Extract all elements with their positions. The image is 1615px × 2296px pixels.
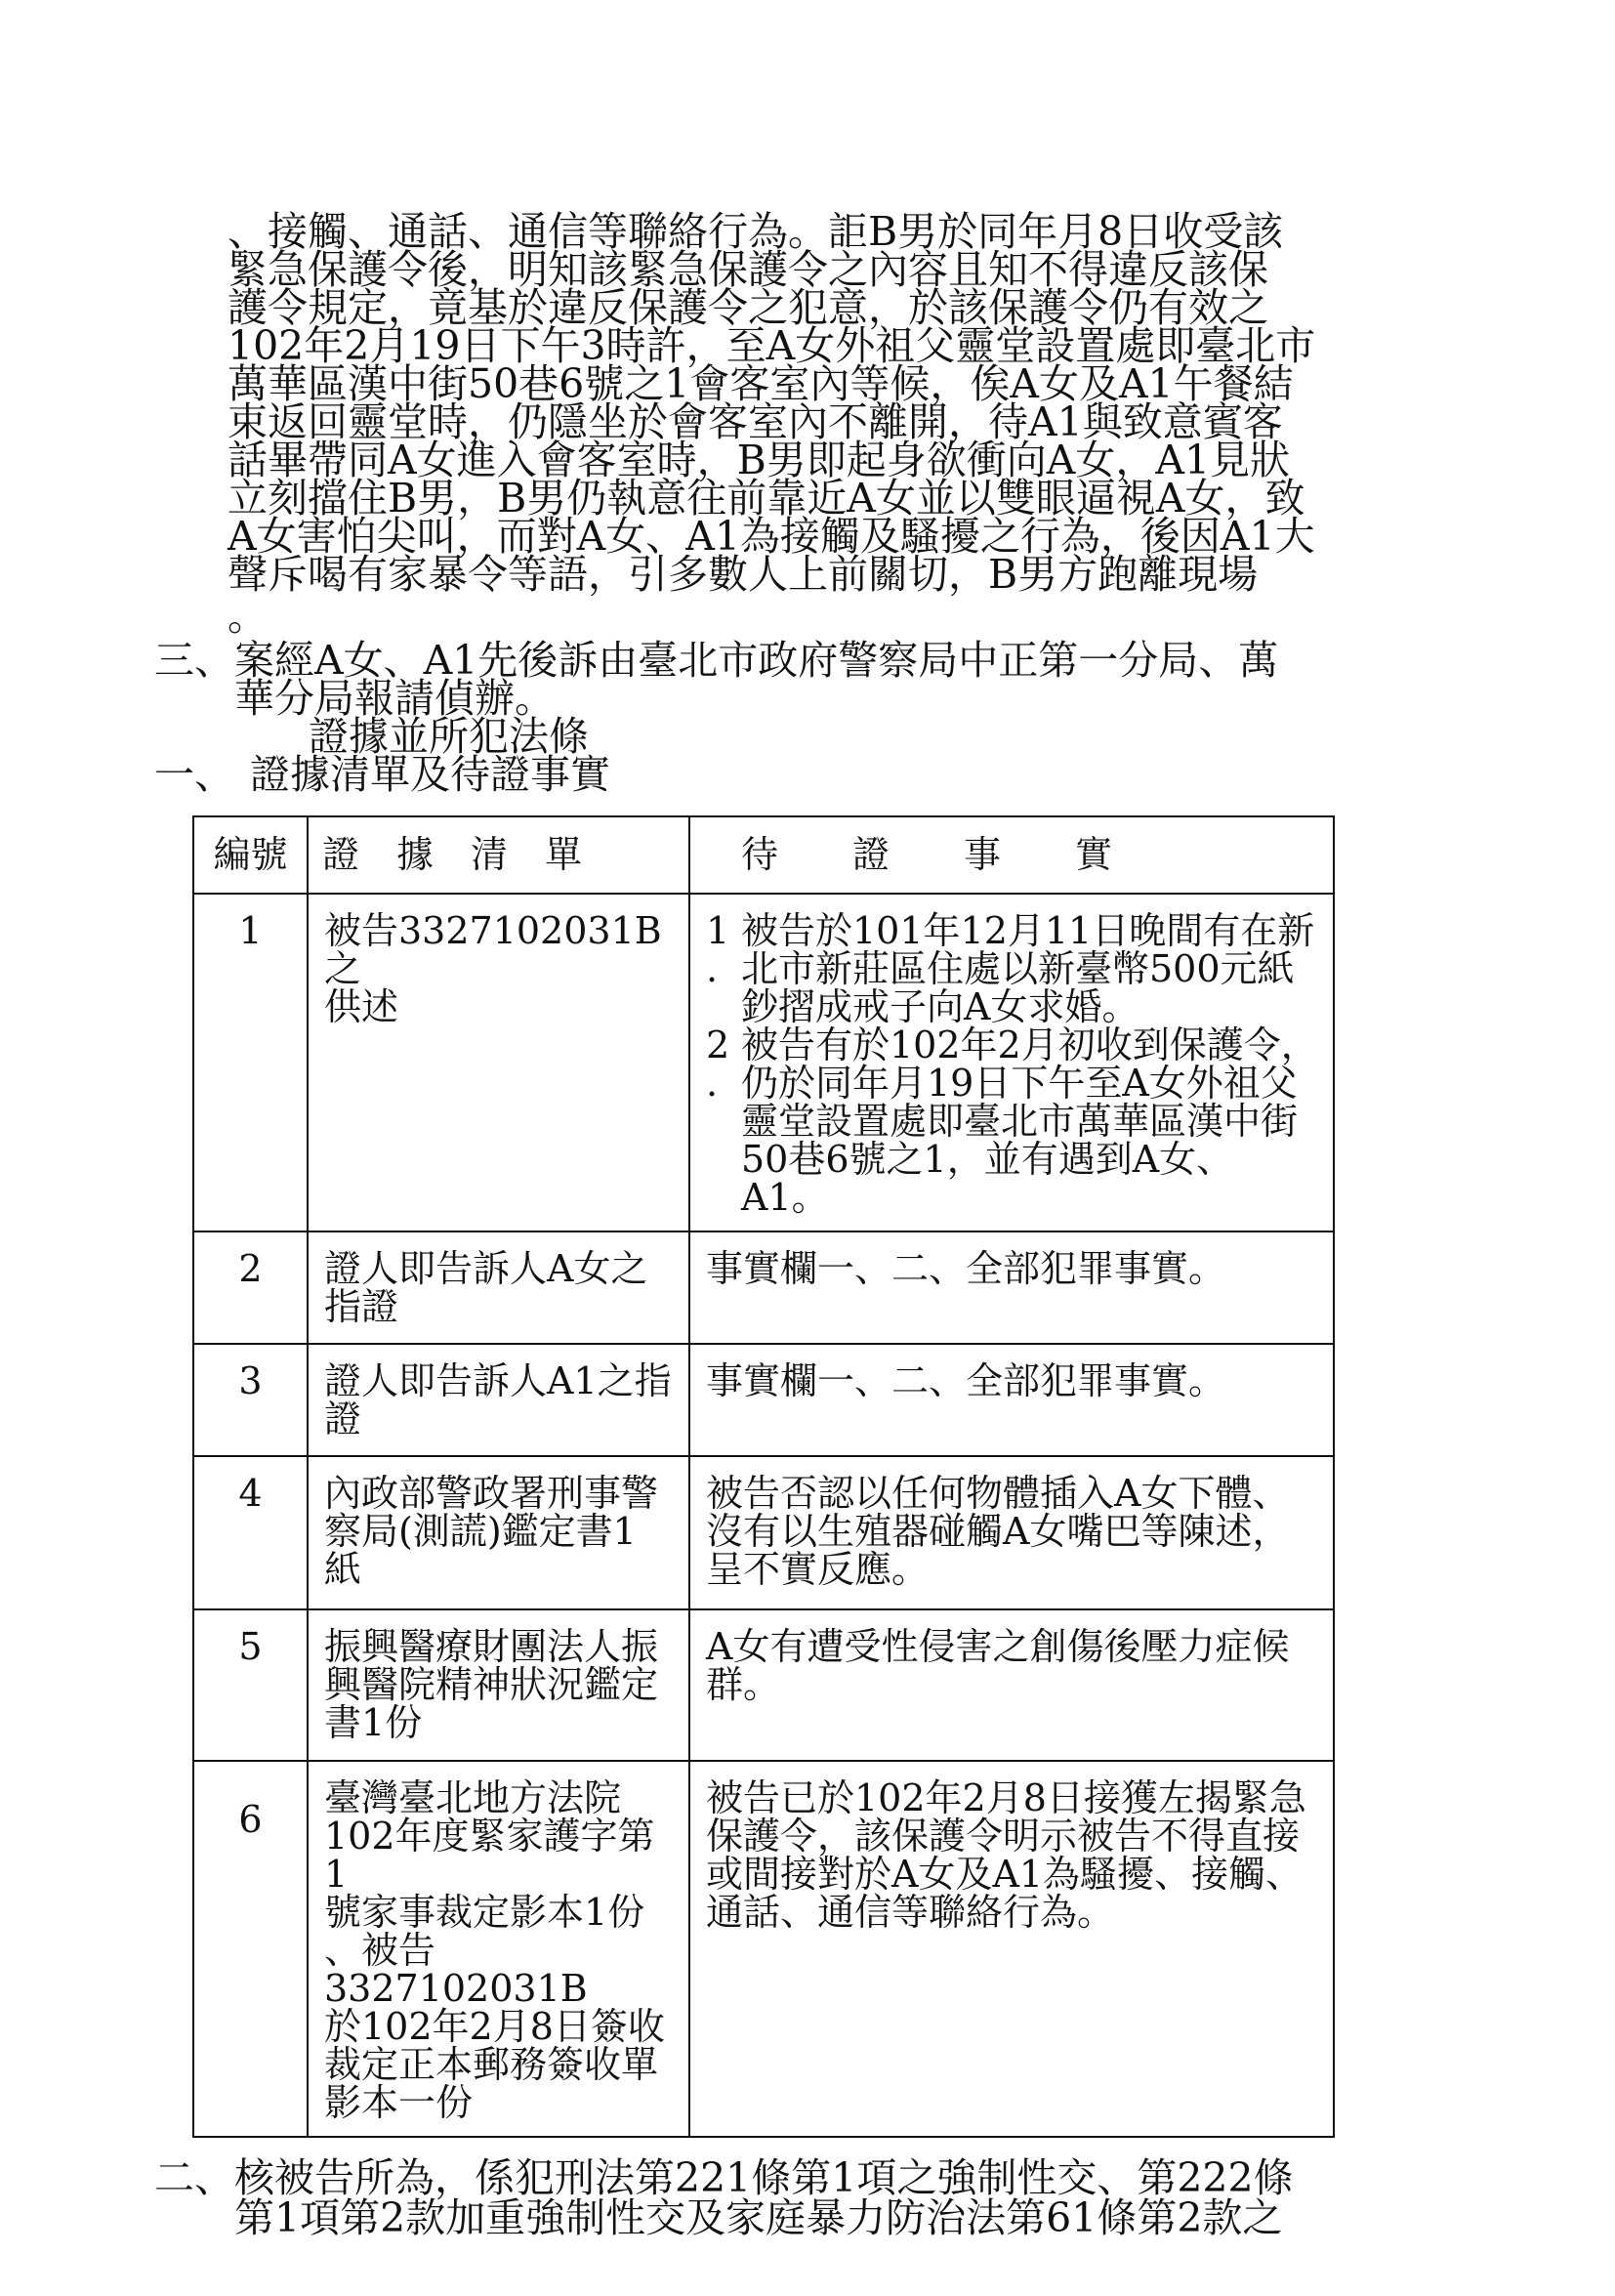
header-number: 編號 bbox=[193, 816, 308, 894]
section-2 bbox=[154, 2154, 1615, 2241]
row-number: 4 bbox=[193, 1456, 308, 1609]
row-number: 2 bbox=[193, 1231, 308, 1344]
evidence-cell: 被告3327102031B之 供述 bbox=[308, 894, 689, 1231]
fact-item bbox=[706, 1023, 1319, 1219]
evidence-cell: 振興醫療財團法人振 興醫院精神狀況鑑定 書1份 bbox=[308, 1609, 689, 1761]
facts-paragraph bbox=[228, 208, 1615, 640]
fact-item-number: 2. bbox=[706, 1023, 730, 1105]
text-line: 、接觸、通話、通信等聯絡行為。詎B男於同年月8日收受該 bbox=[228, 208, 1284, 255]
evidence-table bbox=[192, 815, 1335, 2138]
section-1-marker: 一、 bbox=[154, 751, 234, 798]
facts-cell: A女有遭受性侵害之創傷後壓力症候 群。 bbox=[689, 1609, 1334, 1761]
text-line: 束返回靈堂時，仍隱坐於會客室內不離開，待A1與致意賓客 bbox=[228, 398, 1283, 445]
table-row bbox=[193, 1344, 1334, 1456]
text-line: 聲斥喝有家暴令等語，引多數人上前關切，B男方跑離現場 bbox=[228, 551, 1259, 598]
section-3-line: 案經A女、A1先後訴由臺北市政府警察局中正第一分局、萬 bbox=[234, 637, 1279, 684]
fact-item-text: 被告有於102年2月初收到保護令， 仍於同年月19日下午至A女外祖父 靈堂設置處即臺北市萬華區漢中街 50巷6號之1，並有遇到A女、A1。 bbox=[741, 1023, 1318, 1219]
section-3 bbox=[154, 637, 1615, 722]
section-1 bbox=[154, 751, 1615, 798]
section-1-title: 證據清單及待證事實 bbox=[250, 751, 610, 798]
evidence-cell: 內政部警政署刑事警 察局(測謊)鑑定書1 紙 bbox=[308, 1456, 689, 1609]
facts-cell: 被告否認以任何物體插入A女下體、 沒有以生殖器碰觸A女嘴巴等陳述， 呈不實反應。 bbox=[689, 1456, 1334, 1609]
facts-cell: 事實欄一、二、全部犯罪事實。 bbox=[689, 1231, 1334, 1344]
evidence-cell: 證人即告訴人A女之 指證 bbox=[308, 1231, 689, 1344]
header-evidence: 證 據 清 單 bbox=[308, 816, 689, 894]
header-facts: 待 證 事 實 bbox=[689, 816, 1334, 894]
text-line: 102年2月19日下午3時許，至A女外祖父靈堂設置處即臺北市 bbox=[228, 322, 1316, 369]
table-row bbox=[193, 1761, 1334, 2137]
text-line: 萬華區漢中街50巷6號之1會客室內等候，俟A女及A1午餐結 bbox=[228, 360, 1294, 407]
row-number: 3 bbox=[193, 1344, 308, 1456]
section-2-marker: 二、 bbox=[154, 2154, 234, 2201]
table-row bbox=[193, 1609, 1334, 1761]
facts-cell bbox=[689, 894, 1334, 1231]
text-line: 護令規定，竟基於違反保護令之犯意，於該保護令仍有效之 bbox=[228, 284, 1268, 331]
text-line: 話畢帶同A女進入會客室時，B男即起身欲衝向A女，A1見狀 bbox=[228, 437, 1291, 483]
section-2-line: 核被告所為，係犯刑法第221條第1項之強制性交、第222條 bbox=[234, 2154, 1294, 2201]
section-2-line: 第1項第2款加重強制性交及家庭暴力防治法第61條第2款之 bbox=[234, 2194, 1283, 2241]
text-line: 。 bbox=[228, 593, 268, 640]
fact-item bbox=[706, 909, 1319, 1028]
fact-item-text: 被告於101年12月11日晚間有在新 北市新莊區住處以新臺幣500元紙 鈔摺成戒子向A女求婚。 bbox=[741, 909, 1315, 1028]
text-line: 立刻擋住B男，B男仍執意往前靠近A女並以雙眼逼視A女，致 bbox=[228, 475, 1305, 522]
text-line: A女害怕尖叫，而對A女、A1為接觸及騷擾之行為，後因A1大 bbox=[228, 513, 1315, 560]
table-row bbox=[193, 1456, 1334, 1609]
row-number: 5 bbox=[193, 1609, 308, 1761]
evidence-heading: 證據並所犯法條 bbox=[309, 713, 589, 760]
facts-cell: 被告已於102年2月8日接獲左揭緊急 保護令，該保護令明示被告不得直接 或間接對於A女及A1為騷擾、接觸、 通話、通信等聯絡行為。 bbox=[689, 1761, 1334, 2137]
table-header-row bbox=[193, 816, 1334, 894]
table-row bbox=[193, 1231, 1334, 1344]
row-number: 6 bbox=[193, 1761, 308, 2137]
evidence-cell: 證人即告訴人A1之指 證 bbox=[308, 1344, 689, 1456]
section-3-line: 華分局報請偵辦。 bbox=[234, 675, 555, 722]
fact-item-number: 1. bbox=[706, 909, 730, 990]
section-3-marker: 三、 bbox=[154, 637, 234, 684]
evidence-cell: 臺灣臺北地方法院 102年度緊家護字第1 號家事裁定影本1份 、被告3327102031B 於102年2月8日簽收 裁定正本郵務簽收單 影本一份 bbox=[308, 1761, 689, 2137]
row-number: 1 bbox=[193, 894, 308, 1231]
text-line: 緊急保護令後，明知該緊急保護令之內容且知不得違反該保 bbox=[228, 246, 1268, 293]
table-row bbox=[193, 894, 1334, 1231]
facts-cell: 事實欄一、二、全部犯罪事實。 bbox=[689, 1344, 1334, 1456]
